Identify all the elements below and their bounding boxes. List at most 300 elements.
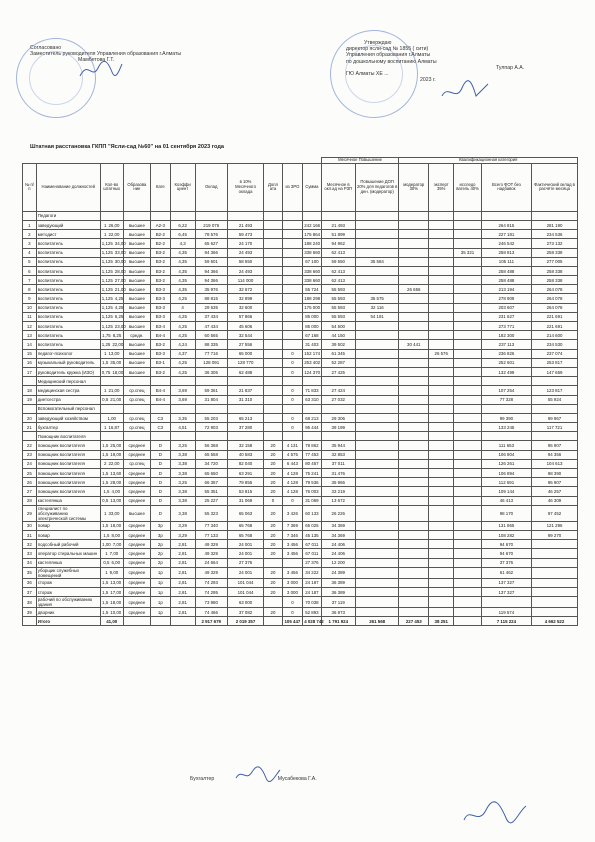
approval-right-line2: директор ясли-сад № 1855 ( сити): [346, 46, 429, 53]
cell-res: [454, 469, 481, 478]
cell-dop: [264, 617, 282, 626]
cell-fot: 98 170: [481, 505, 531, 521]
table-row: [23, 294, 578, 303]
cell-qty-value: 1,5: [102, 599, 109, 605]
cell-m: 31 476: [321, 469, 355, 478]
cell-qty: [100, 294, 123, 303]
cell-fact: 95 907: [532, 478, 578, 487]
cell-p10: 27 376: [227, 558, 264, 567]
cell-m: 62 413: [321, 266, 355, 275]
cell-cat: С3: [151, 423, 170, 432]
cell-n: 4: [23, 248, 37, 257]
column-header: Оклад: [195, 163, 227, 211]
cell-oklad: 94 366: [195, 276, 227, 285]
cell-sum: 52 893: [303, 608, 321, 617]
cell-dop: [264, 266, 282, 275]
approval-right-line7: 2023 г.: [420, 77, 436, 84]
cell-res: [454, 608, 481, 617]
cell-experience-value: 33,00: [114, 250, 126, 256]
table-row: [23, 478, 578, 487]
cell-ed: высшее: [123, 220, 150, 229]
cell-fact: 264 078: [532, 303, 578, 312]
cell-fot: 94 670: [481, 540, 531, 549]
cell-coef: 4: [170, 303, 195, 312]
cell-oklad: 55 323: [195, 505, 227, 521]
cell-zro: [282, 340, 303, 349]
cell-sum: 70 038: [303, 597, 321, 608]
cell-m: 33 219: [321, 487, 355, 496]
cell-qty: [100, 312, 123, 321]
cell-res: [454, 358, 481, 367]
column-header: Всего ФОТ без надбавок: [481, 163, 531, 211]
column-header: исследо ватель 40%: [454, 163, 481, 211]
cell-experience-value: 21,00: [110, 397, 122, 403]
table-body: [23, 211, 578, 626]
cell-experience-value: 19,00: [110, 452, 122, 458]
cell-oklad: 77 340: [195, 521, 227, 530]
cell-p20: [355, 266, 398, 275]
cell-name: руководитель кружка (ИЗО): [36, 367, 100, 376]
cell-p20: 35 575: [355, 294, 398, 303]
cell-oklad: 59 501: [195, 257, 227, 266]
cell-oklad: 55 203: [195, 413, 227, 422]
cell-fot: 106 804: [481, 450, 531, 459]
cell-n: 12: [23, 322, 37, 331]
cell-res: [454, 294, 481, 303]
cell-name: бухгалтер: [36, 423, 100, 432]
cell-dop: 20: [264, 587, 282, 596]
cell-m: 35 944: [321, 441, 355, 450]
cell-experience-value: 27,00: [114, 277, 126, 283]
cell-name: воспитатель: [36, 303, 100, 312]
cell-zro: 0: [282, 423, 303, 432]
cell-cat: В3-3: [151, 294, 170, 303]
cell-dop: 20: [264, 578, 282, 587]
cell-p10: 45 606: [227, 322, 264, 331]
cell-ed: высшее: [123, 276, 150, 285]
cell-res: [454, 441, 481, 450]
cell-dop: [264, 322, 282, 331]
cell-sum: 338 660: [303, 266, 321, 275]
cell-m: 27 032: [321, 395, 355, 404]
cell-m: 39 502: [321, 340, 355, 349]
cell-fot: 258 813: [481, 248, 531, 257]
cell-res: [454, 505, 481, 521]
cell-mod: [399, 469, 429, 478]
cell-qty-value: 1,5: [102, 479, 109, 485]
cell-fot: 132 499: [481, 367, 531, 376]
cell-m: 54 500: [321, 322, 355, 331]
cell-p20: [355, 276, 398, 285]
cell-sum: 24 187: [303, 578, 321, 587]
column-header: Образова ние: [123, 163, 150, 211]
cell-coef: 2,81: [170, 578, 195, 587]
cell-oklad: 78 576: [195, 230, 227, 239]
cell-m: 36 973: [321, 608, 355, 617]
cell-fact: 46 257: [532, 487, 578, 496]
cell-dop: 20: [264, 450, 282, 459]
cell-p20: [355, 367, 398, 376]
cell-res: [454, 367, 481, 376]
cell-mod: [399, 349, 429, 358]
cell-mod: [399, 239, 429, 248]
cell-zro: 0: [282, 367, 303, 376]
cell-oklad: 65 627: [195, 239, 227, 248]
cell-ed: среднее: [123, 567, 150, 578]
cell-res: [454, 230, 481, 239]
cell-name: воспитатель: [36, 331, 100, 340]
cell-name: повар: [36, 521, 100, 530]
cell-experience-value: 18,00: [112, 369, 124, 375]
cell-res: [454, 549, 481, 558]
cell-qty: [100, 276, 126, 285]
cell-cat: D: [151, 496, 170, 505]
cell-res: [454, 450, 481, 459]
cell-p10: 24 001: [227, 567, 264, 578]
cell-oklad: 73 980: [195, 597, 227, 608]
cell-name: сторож: [36, 578, 100, 587]
cell-oklad: 31 804: [195, 395, 227, 404]
cell-res: [454, 487, 481, 496]
cell-qty: [100, 478, 123, 487]
cell-coef: 4,37: [170, 349, 195, 358]
cell-p10: 21 493: [227, 220, 264, 229]
cell-cat: В3-3: [151, 349, 170, 358]
column-header: Месячное в окл.ад на РЗП: [321, 163, 355, 211]
cell-mod: [399, 395, 429, 404]
cell-fact: 97 452: [532, 505, 578, 521]
cell-oklad: 2 917 679: [195, 617, 227, 626]
cell-zro: [282, 331, 303, 340]
cell-fot: 109 144: [481, 487, 531, 496]
cell-cat: 1р: [151, 608, 170, 617]
cell-mod: [399, 578, 429, 587]
cell-n: 16: [23, 358, 37, 367]
cell-qty-value: 1,125: [101, 314, 113, 320]
cell-coef: 4,25: [170, 331, 195, 340]
cell-coef: 3,38: [170, 496, 195, 505]
cell-oklad: 88 815: [195, 294, 227, 303]
cell-ed: среднее: [123, 549, 150, 558]
cell-mod: 30 441: [399, 340, 429, 349]
cell-ed: среднее: [123, 578, 150, 587]
cell-n: 13: [23, 331, 37, 340]
cell-fot: 246 542: [481, 239, 531, 248]
cell-dop: 20: [264, 549, 282, 558]
cell-experience-value: 8,25: [112, 332, 122, 338]
cell-p20: [355, 459, 398, 468]
cell-qty-value: 0,5: [103, 560, 110, 566]
cell-fot: [481, 597, 531, 608]
cell-dop: [264, 340, 282, 349]
cell-fot: 236 826: [481, 349, 531, 358]
table-row: [23, 349, 578, 358]
cell-res: [454, 530, 481, 539]
cell-cat: В3-2: [151, 340, 170, 349]
cell-name: кастелянша: [36, 558, 100, 567]
cell-p20: [355, 322, 398, 331]
cell-name: воспитатель: [36, 285, 100, 294]
cell-fot: 137 327: [481, 578, 531, 587]
cell-experience-value: 18,00: [110, 523, 122, 529]
cell-m: 37 119: [321, 597, 355, 608]
cell-qty-value: 1,125: [101, 296, 113, 302]
cell-p20: [355, 358, 398, 367]
cell-name: воспитатель: [36, 322, 100, 331]
cell-zro: 3 426: [282, 505, 303, 521]
cell-zro: 0: [282, 395, 303, 404]
cell-oklad: 77 716: [195, 349, 227, 358]
cell-p20: 32 116: [355, 303, 398, 312]
cell-fact: 221 691: [532, 312, 578, 321]
cell-res: [454, 266, 481, 275]
cell-oklad: 65 650: [195, 469, 227, 478]
cell-res: [454, 459, 481, 468]
column-header: Коэффи циент: [170, 163, 195, 211]
cell-zro: 4 131: [282, 441, 303, 450]
cell-res: [454, 395, 481, 404]
cell-res: [454, 322, 481, 331]
cell-p20: [355, 549, 398, 558]
cell-dop: [264, 423, 282, 432]
cell-exp: [429, 608, 454, 617]
cell-oklad: 65 558: [195, 450, 227, 459]
cell-zro: [282, 276, 303, 285]
cell-p20: [355, 540, 398, 549]
cell-qty-value: 1,125: [101, 268, 113, 274]
cell-zro: 105 447: [282, 617, 303, 626]
cell-coef: 3,69: [170, 395, 195, 404]
cell-zro: 3 000: [282, 587, 303, 596]
table-row: [23, 521, 578, 530]
cell-oklad: 56 368: [195, 441, 227, 450]
cell-fact: [532, 549, 578, 558]
cell-fot: 107 254: [481, 386, 531, 395]
cell-fact: 258 338: [532, 276, 578, 285]
cell-mod: [399, 487, 429, 496]
cell-mod: [399, 558, 429, 567]
cell-dop: 20: [264, 521, 282, 530]
cell-m: 61 345: [321, 349, 355, 358]
cell-qty: [100, 358, 123, 367]
cell-oklad: 35 976: [195, 285, 227, 294]
table-row: [23, 549, 578, 558]
cell-res: [454, 567, 481, 578]
cell-mod: [399, 367, 429, 376]
section-label: Помощник воспитателя: [36, 432, 100, 441]
cell-name: воспитатель: [36, 239, 100, 248]
cell-qty: [100, 459, 123, 468]
cell-experience-value: 7,00: [109, 550, 119, 556]
cell-ed: высшее: [123, 285, 150, 294]
cell-fot: 46 413: [481, 496, 531, 505]
cell-p10: 101 044: [227, 587, 264, 596]
cell-coef: 2,81: [170, 597, 195, 608]
cell-experience-value: 21,00: [114, 286, 126, 292]
cell-n: 3: [23, 239, 37, 248]
section-row: [23, 377, 578, 386]
cell-qty-value: 1,125: [101, 277, 113, 283]
cell-fot: 137 327: [481, 587, 531, 596]
cell-res: [454, 423, 481, 432]
cell-sum: 75 241: [303, 469, 321, 478]
cell-sum: 71 833: [303, 386, 321, 395]
cell-cat: 1р: [151, 587, 170, 596]
cell-oklad: 36 305: [195, 367, 227, 376]
cell-coef: 3,38: [170, 459, 195, 468]
cell-p10: 65 768: [227, 521, 264, 530]
cell-experience-value: 13,00: [110, 580, 122, 586]
cell-p20: [355, 349, 398, 358]
cell-dop: [264, 285, 282, 294]
cell-coef: 3,69: [170, 386, 195, 395]
cell-cat: 2р: [151, 540, 170, 549]
cell-qty: [100, 266, 126, 275]
cell-ed: среднее: [123, 608, 150, 617]
cell-res: [454, 220, 481, 229]
cell-zro: [282, 322, 303, 331]
cell-zro: 4 128: [282, 478, 303, 487]
table-row: [23, 487, 578, 496]
table-row: [23, 285, 578, 294]
cell-cat: В4-4: [151, 386, 170, 395]
cell-coef: 3,35: [170, 413, 195, 422]
cell-coef: 4,25: [170, 312, 195, 321]
cell-coef: 4,35: [170, 248, 195, 257]
cell-exp: [429, 395, 454, 404]
cell-m: 62 413: [321, 248, 355, 257]
cell-m: 32 853: [321, 450, 355, 459]
cell-n: 17: [23, 367, 37, 376]
cell-ed: среднее: [123, 487, 150, 496]
cell-fact: [532, 608, 578, 617]
cell-res: [454, 597, 481, 608]
cell-m: 24 406: [321, 549, 355, 558]
cell-sum: 77 453: [303, 450, 321, 459]
cell-fact: 123 817: [532, 386, 578, 395]
cell-exp: [429, 285, 454, 294]
cell-m: 34 369: [321, 521, 355, 530]
cell-p20: [355, 239, 398, 248]
cell-res: [454, 303, 481, 312]
cell-fact: 221 691: [532, 322, 578, 331]
cell-qty: [100, 285, 126, 294]
cell-coef: 4,35: [170, 266, 195, 275]
cell-m: 55 593: [321, 285, 355, 294]
cell-sum: 76 003: [303, 487, 321, 496]
cell-n: 1: [23, 220, 37, 229]
cell-mod: [399, 505, 429, 521]
signature-accountant: [234, 766, 282, 784]
cell-fot: 182 300: [481, 331, 531, 340]
cell-qty-value: 1: [103, 424, 107, 430]
cell-p10: 63 291: [227, 469, 264, 478]
cell-qty: [100, 257, 126, 266]
cell-p20: [355, 530, 398, 539]
cell-coef: 3,29: [170, 530, 195, 539]
cell-exp: [429, 239, 454, 248]
cell-coef: 4,51: [170, 423, 195, 432]
cell-zro: 0: [282, 496, 303, 505]
cell-coef: 4,3: [170, 239, 195, 248]
cell-qty-value: 1,5: [102, 470, 109, 476]
cell-n: 30: [23, 521, 37, 530]
cell-name: помощник воспитателя: [36, 459, 100, 468]
cell-name: воспитатель: [36, 294, 100, 303]
cell-fot: 133 245: [481, 423, 531, 432]
cell-qty-value: 1: [103, 231, 107, 237]
cell-p20: [355, 331, 398, 340]
cell-qty: [100, 521, 123, 530]
staffing-table: [22, 157, 578, 626]
cell-qty: [100, 239, 126, 248]
cell-qty: [100, 487, 123, 496]
cell-exp: [429, 257, 454, 266]
cell-p10: 24 493: [227, 248, 264, 257]
cell-experience-value: 34,00: [114, 240, 126, 246]
cell-dop: 20: [264, 505, 282, 521]
cell-dop: [264, 257, 282, 266]
cell-oklad: 37 434: [195, 312, 227, 321]
cell-fact: 258 338: [532, 266, 578, 275]
cell-m: 27 424: [321, 386, 355, 395]
cell-cat: В4-4: [151, 395, 170, 404]
cell-res: [454, 558, 481, 567]
cell-exp: [429, 505, 454, 521]
cell-p10: 21 837: [227, 386, 264, 395]
cell-experience-value: 28,00: [110, 479, 122, 485]
cell-res: [454, 257, 481, 266]
cell-dop: [264, 386, 282, 395]
cell-experience-value: 13,00: [110, 498, 122, 504]
cell-p10: 65 000: [227, 349, 264, 358]
cell-cat: 1р: [151, 597, 170, 608]
cell-dop: [264, 276, 282, 285]
column-header: Повышение ДОП 20% для педагогов в ден. (модератор): [355, 163, 398, 211]
cell-ed: высшее: [123, 266, 150, 275]
cell-coef: 2,81: [170, 540, 195, 549]
column-header: в 10% Месячного оклада: [227, 163, 264, 211]
cell-zro: 3 000: [282, 578, 303, 587]
cell-sum: 31 069: [303, 496, 321, 505]
cell-mod: [399, 459, 429, 468]
cell-n: 33: [23, 549, 37, 558]
cell-ed: высшее: [123, 322, 150, 331]
cell-ed: ср.спец: [123, 459, 150, 468]
cell-m: 36 389: [321, 578, 355, 587]
cell-fact: 281 190: [532, 220, 578, 229]
cell-qty: [100, 567, 123, 578]
cell-fact: 214 600: [532, 331, 578, 340]
cell-mod: [399, 322, 429, 331]
cell-oklad: 25 227: [195, 496, 227, 505]
cell-cat: В2-2: [151, 239, 170, 248]
cell-p10: 2 019 357: [227, 617, 264, 626]
cell-p10: 62 488: [227, 367, 264, 376]
cell-dop: [264, 367, 282, 376]
cell-zro: [282, 558, 303, 567]
cell-coef: 6,22: [170, 220, 195, 229]
cell-experience-value: 17,00: [110, 589, 122, 595]
table-row: [23, 587, 578, 596]
cell-name: воспитатель: [36, 312, 100, 321]
cell-qty-value: 1,125: [101, 286, 113, 292]
group-header: Месячное Повышение: [321, 158, 399, 164]
cell-n: 20: [23, 413, 37, 422]
cell-p20: [355, 340, 398, 349]
cell-p10: 63 000: [227, 597, 264, 608]
cell-n: 11: [23, 312, 37, 321]
